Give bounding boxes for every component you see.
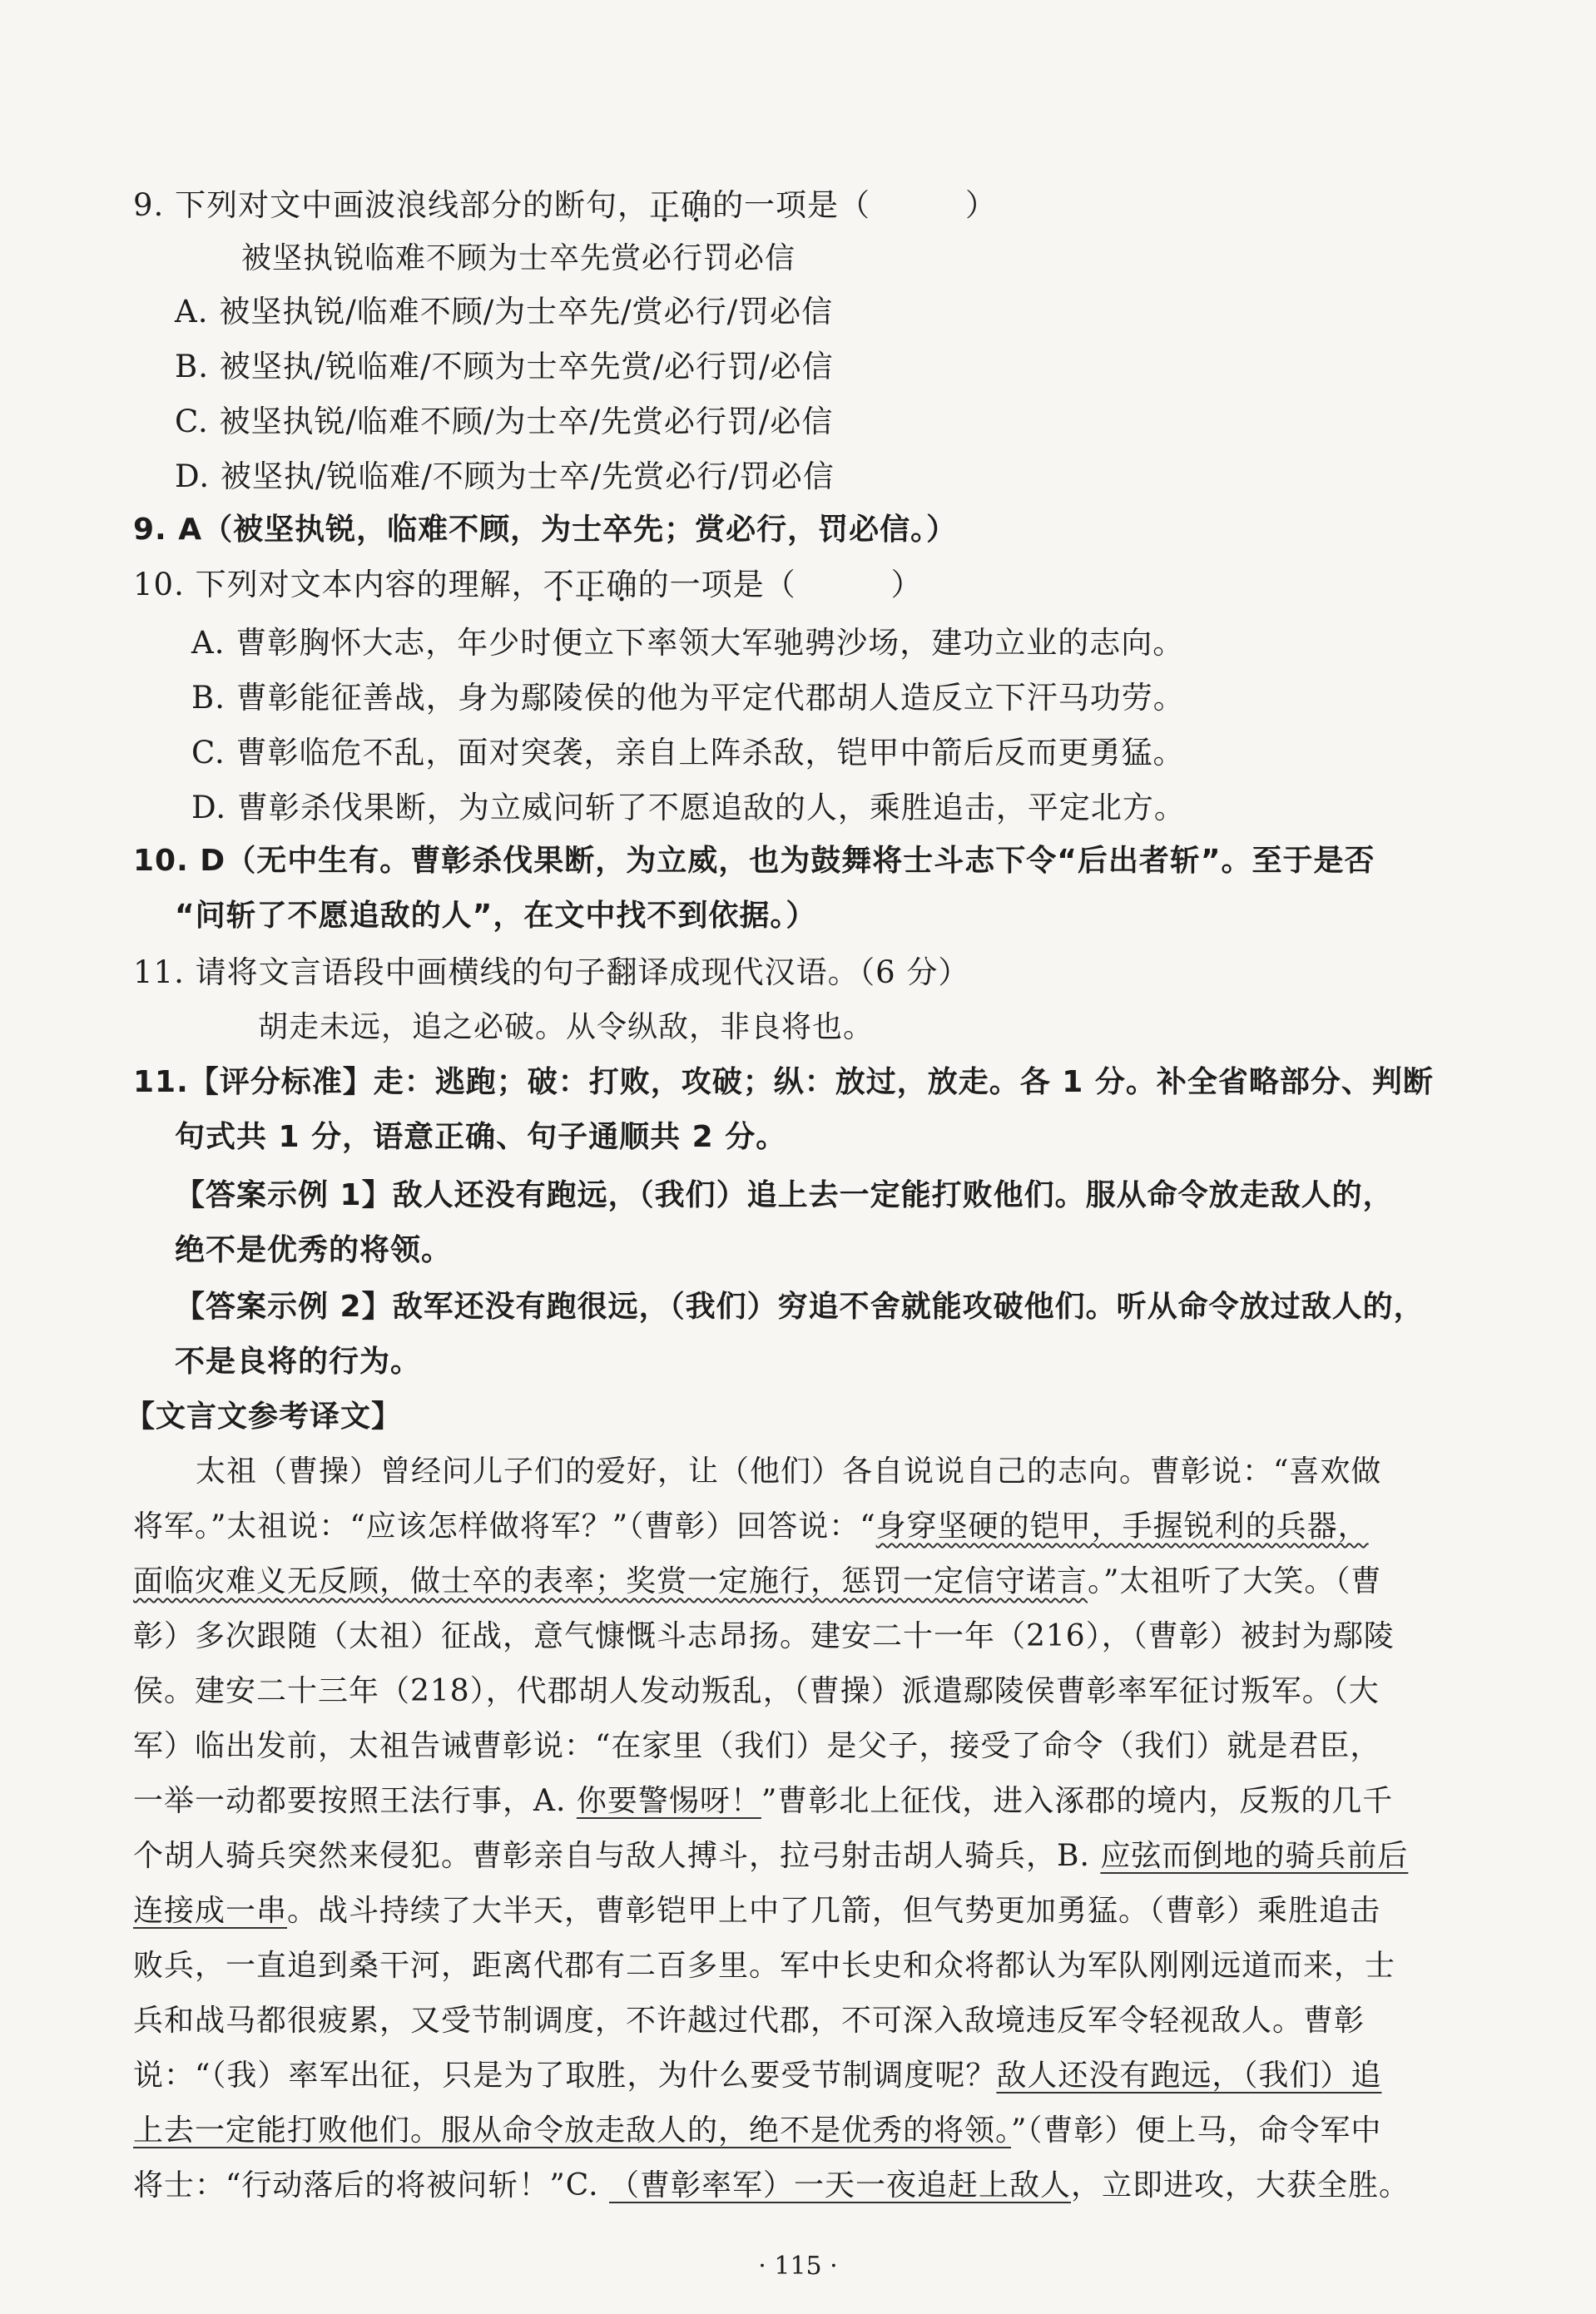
page-number: · 115 ·	[758, 2252, 838, 2281]
translation-line-6: 军）临出发前，太祖告诫曹彰说：“在家里（我们）是父子，接受了命令（我们）就是君臣，	[133, 1729, 1381, 1763]
translation-line-3-text: 。”太祖听了大笑。（曹	[1088, 1564, 1382, 1598]
q11-answer-line1: 11.【评分标准】走：逃跑；破：打败，攻破；纵：放过，放走。各 1 分。补全省略部分、判断	[133, 1065, 1434, 1099]
q9-option-c: C. 被坚执锐/临难不顾/为士卒/先赏必行罚/必信	[175, 404, 834, 439]
translation-line-11: 兵和战马都很疲累，又受节制调度，不许越过代郡，不可深入敌境违反军令轻视敌人。曹彰	[133, 2004, 1366, 2038]
translation-line-1: 太祖（曹操）曾经问儿子们的爱好，让（他们）各自说说自己的志向。曹彰说：“喜欢做	[196, 1454, 1382, 1489]
translation-line-14-text-b: ，立即进攻，大获全胜。	[1070, 2168, 1410, 2203]
translation-line-13-text: ”（曹彰）便上马，命令军中	[1011, 2113, 1382, 2148]
q10-stem-emphasis-3: 确	[606, 567, 638, 602]
translation-line-14	[133, 2165, 1410, 2207]
translation-heading: 【文言文参考译文】	[125, 1400, 403, 1434]
q9-option-a: A. 被坚执锐/临难不顾/为士卒先/赏必行/罚必信	[175, 294, 834, 330]
translation-line-10: 败兵，一直追到桑干河，距离代郡有二百多里。军中长史和众将都认为军队刚刚远道而来，士	[133, 1949, 1396, 1983]
q10-stem-part1: 10. 下列对文本内容的理解，	[133, 567, 543, 602]
q10-option-b: B. 曹彰能征善战，身为鄢陵侯的他为平定代郡胡人造反立下汗马功劳。	[191, 680, 1185, 716]
q11-example1-line2: 绝不是优秀的将领。	[175, 1233, 453, 1267]
translation-line-2-text: 将军。”太祖说：“应该怎样做将军？”（曹彰）回答说：“	[133, 1509, 876, 1543]
q10-answer-line2: “问斩了不愿追敌的人”，在文中找不到依据。）	[175, 899, 817, 933]
q9-stem-emphasis-1: 正	[649, 187, 682, 223]
translation-line-7-text-a: 一举一动都要按照王法行事，A.	[133, 1784, 577, 1818]
translation-line-12	[133, 2055, 1381, 2097]
q10-stem-emphasis-2: 正	[574, 567, 607, 602]
q9-answer: 9. A（被坚执锐，临难不顾，为士卒先；赏必行，罚必信。）	[133, 513, 958, 547]
q10-stem-emphasis-1: 不	[543, 567, 575, 602]
translation-wavy-sentence-2: 面临灾难义无反顾，做士卒的表率；奖赏一定施行，惩罚一定信守诺言	[133, 1564, 1088, 1598]
translation-line-13	[133, 2110, 1381, 2152]
translation-line-7-text-b: ”曹彰北上征伐，进入涿郡的境内，反叛的几千	[761, 1784, 1394, 1818]
q10-stem-part2: 的一项是（ ）	[637, 567, 923, 602]
translation-underlined-sentence-part1: 敌人还没有跑远，（我们）追	[996, 2059, 1382, 2093]
q9-stem-emphasis-2: 确	[681, 187, 713, 223]
translation-line-4: 彰）多次跟随（太祖）征战，意气慷慨斗志昂扬。建安二十一年（216），（曹彰）被封为鄢陵	[133, 1619, 1395, 1653]
translation-line-7	[133, 1781, 1393, 1822]
translation-line-9-text: 。战斗持续了大半天，曹彰铠甲上中了几箭，但气势更加勇猛。（曹彰）乘胜追击	[287, 1894, 1381, 1928]
translation-underlined-b-part2: 连接成一串	[133, 1894, 288, 1928]
q11-stem: 11. 请将文言语段中画横线的句子翻译成现代汉语。（6 分）	[133, 954, 970, 990]
q11-example2-line2: 不是良将的行为。	[175, 1345, 422, 1379]
q9-stem-part2: 的一项是（ ）	[712, 187, 998, 223]
translation-line-5: 侯。建安二十三年（218），代郡胡人发动叛乱，（曹操）派遣鄢陵侯曹彰率军征讨叛军。（大	[133, 1674, 1380, 1708]
q10-stem	[133, 564, 923, 606]
translation-underlined-c: （曹彰率军）一天一夜追赶上敌人	[608, 2168, 1071, 2203]
q9-passage: 被坚执锐临难不顾为士卒先赏必行罚必信	[241, 241, 796, 275]
translation-line-2	[133, 1506, 1369, 1548]
q11-passage: 胡走未远，追之必破。从令纵敌，非良将也。	[258, 1010, 875, 1044]
q10-option-d: D. 曹彰杀伐果断，为立威问斩了不愿追敌的人，乘胜追击，平定北方。	[191, 790, 1186, 825]
translation-line-14-text-a: 将士：“行动落后的将被问斩！”C.	[133, 2168, 609, 2203]
q10-option-c: C. 曹彰临危不乱，面对突袭，亲自上阵杀敌，铠甲中箭后反而更勇猛。	[191, 735, 1185, 771]
q11-example1-line1: 【答案示例 1】敌人还没有跑远，（我们）追上去一定能打败他们。服从命令放走敌人的，	[175, 1178, 1394, 1212]
q9-option-d: D. 被坚执/锐临难/不顾为士卒/先赏必行/罚必信	[175, 458, 835, 494]
q10-option-a: A. 曹彰胸怀大志，年少时便立下率领大军驰骋沙场，建功立业的志向。	[191, 625, 1185, 661]
q9-option-b: B. 被坚执/锐临难/不顾为士卒先赏/必行罚/必信	[175, 349, 834, 384]
translation-wavy-sentence-1: 身穿坚硬的铠甲，手握锐利的兵器，	[875, 1509, 1369, 1543]
q9-stem	[133, 185, 997, 226]
translation-underlined-b-part1: 应弦而倒地的骑兵前后	[1100, 1839, 1409, 1873]
translation-underlined-a: 你要警惕呀！	[576, 1784, 761, 1818]
translation-line-8-text: 个胡人骑兵突然来侵犯。曹彰亲自与敌人搏斗，拉弓射击胡人骑兵，B.	[133, 1839, 1101, 1873]
translation-line-12-text: 说：“（我）率军出征，只是为了取胜，为什么要受节制调度呢？	[133, 2059, 997, 2093]
translation-line-3	[133, 1561, 1381, 1603]
q11-example2-line1: 【答案示例 2】敌军还没有跑很远，（我们）穷追不舍就能攻破他们。听从命令放过敌人的，	[175, 1290, 1425, 1324]
q9-stem-part1: 9. 下列对文中画波浪线部分的断句，	[133, 187, 650, 223]
translation-line-9	[133, 1890, 1380, 1932]
q10-answer-line1: 10. D（无中生有。曹彰杀伐果断，为立威，也为鼓舞将士斗志下令“后出者斩”。至于是否	[133, 844, 1375, 878]
translation-underlined-sentence-part2: 上去一定能打败他们。服从命令放走敌人的，绝不是优秀的将领。	[133, 2113, 1012, 2148]
q11-answer-line2: 句式共 1 分，语意正确、句子通顺共 2 分。	[175, 1120, 787, 1154]
translation-line-8	[133, 1836, 1408, 1877]
